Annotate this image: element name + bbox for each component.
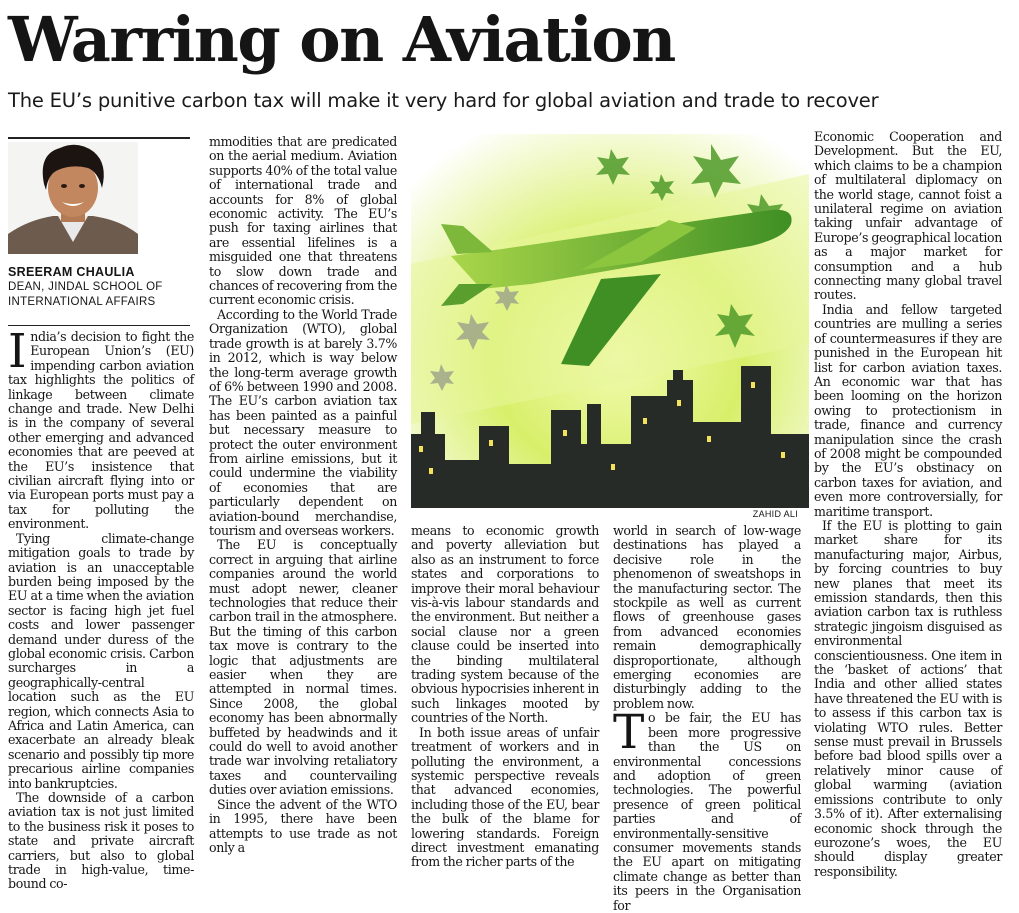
article-column-1	[8, 324, 194, 892]
article-column-4	[613, 523, 801, 913]
article-column-2	[209, 135, 397, 891]
paragraph: In both issue areas of unfair treatment of workers and in polluting the environment, a systemic perspective reveals that advanced economies, including those of the EU, bear the bulk of the blame for lowering standards. Foreign direct investment emanating from the richer parts of the	[411, 724, 599, 870]
author-title-line: INTERNATIONAL AFFAIRS	[8, 296, 156, 308]
paragraph: India and fellow targeted countries are mulling a series of countermeasures if they are punished in the European hit list for carbon aviation taxes. An economic war that has been looming on the horizon owing to protectionism in trade, finance and currency manipulation since the crash of 2008 might be compounded by the EU’s obstinacy on carbon taxes for aviation, and even more controversially, for maritime transport.	[814, 301, 1002, 519]
column-rule	[8, 325, 190, 326]
paragraph: The downside of a carbon aviation tax is not just limited to the business risk it poses to state and private aircraft carriers, but also to global trade in high-value, time-bound co-	[8, 790, 194, 892]
drop-cap: I	[8, 324, 27, 379]
subheadline: The EU’s punitive carbon tax will make it very hard for global aviation and trade to recover	[8, 89, 879, 112]
paragraph-text: ndia’s decision to fight the European Union’s (EU) impending carbon aviation tax highlights the politics of linkage between climate change and trade. New Delhi is in the company of several other emerging and advanced economies that are peeved at the EU’s insistence that civilian aircraft flying into or via European ports must pay a tax for polluting the environment.	[8, 329, 194, 532]
drop-cap: T	[613, 705, 644, 761]
headline: Warring on Aviation	[8, 3, 675, 76]
paragraph: The EU is conceptually correct in arguing that airline companies around the world must adopt newer, cleaner technologies that reduce their carbon trail in the atmosphere. But the timing of this carbon tax move is contrary to the logic that adjustments are easier when they are attempted in normal times. Since 2008, the global economy has been abnormally buffeted by headwinds and it could do well to avoid another trade war involving retaliatory taxes and countervailing duties over aviation emissions.	[209, 537, 397, 798]
paragraph	[8, 324, 194, 532]
article-column-3	[411, 524, 599, 891]
paragraph: mmodities that are predicated on the aerial medium. Aviation supports 40% of the total value of international trade and accounts for 8% of global economic activity. The EU’s push for taxing airlines that are essential lifelines is a misguided one that threatens to slow down trade and chances of recovering from the current economic crisis.	[209, 134, 397, 308]
author-title-line: DEAN, JINDAL SCHOOL OF	[8, 281, 163, 293]
paragraph	[613, 705, 801, 913]
plane-illustration	[411, 134, 809, 508]
paragraph: Since the advent of the WTO in 1995, there have been attempts to use trade as not only a	[209, 796, 397, 855]
paragraph: world in search of low-wage destinations has played a decisive role in the phenomenon of sweatshops in the manufacturing sector. The stockpile as well as current flows of greenhouse gases from advanced economies remain demographically disproportionate, although emerging economies are disturbingly adding to the problem now.	[613, 523, 801, 711]
paragraph: means to economic growth and poverty alleviation but also as an instrument to force states and corporations to improve their moral behaviour vis-à-vis labour standards and the environment. But neither a social clause nor a green clause could be inserted into the binding multilateral trading system because of the obvious hypocrisies inherent in such linkages mooted by countries of the North.	[411, 523, 599, 726]
paragraph: According to the World Trade Organization (WTO), global trade growth is at barely 3.7% in 2012, which is way below the long-term average growth of 6% between 1990 and 2008. The EU’s carbon aviation tax has been painted as a painful but necessary measure to protect the outer environment from airline emissions, but it could undermine the viability of economies that are particularly dependent on aviation-bound merchandise, tourism and overseas workers.	[209, 306, 397, 538]
illustration-credit: ZAHID ALI	[752, 509, 798, 519]
author-title	[8, 280, 188, 310]
paragraph-text: o be fair, the EU has been more progressive than the US on environmental concessions and adoption of green technologies. The powerful presence of green political parties and of environmentally-sensitive consumer movements stands the EU apart on mitigating climate change as better than its peers in the Organisation for	[613, 710, 801, 913]
author-photo	[8, 142, 138, 254]
author-name: SREERAM CHAULIA	[8, 265, 135, 279]
article-column-5	[814, 130, 1002, 891]
paragraph: If the EU is plotting to gain market share for its manufacturing major, Airbus, by forcing countries to buy new planes that meet its emission standards, then this aviation carbon tax is ruthless strategic jingoism disguised as environmental conscientiousness. One item in the ‘basket of actions’ that India and other allied states have threatened the EU with is to assess if this carbon tax is violating WTO rules. Better sense must prevail in Brussels before bad blood spills over a relatively minor cause of global warming (aviation emissions contribute to only 3.5% of it). After externalising economic shock through the eurozone’s woes, the EU should display greater responsibility.	[814, 517, 1002, 879]
column-rule	[8, 137, 190, 139]
paragraph: Tying climate-change mitigation goals to trade by aviation is an unacceptable burden being imposed by the EU at a time when the aviation sector is facing high jet fuel costs and lower passenger demand under duress of the global economic crisis. Carbon surcharges in a geographically-central location such as the EU region, which connects Asia to Africa and Latin America, can exacerbate an already bleak scenario and possibly tip more precarious airline companies into bankruptcies.	[8, 530, 194, 791]
paragraph: Economic Cooperation and Development. But the EU, which claims to be a champion of multilateral diplomacy on the world stage, cannot foist a unilateral regime on aviation taking unfair advantage of Europe’s geographical location as a major market for consumption and a hub connecting many global travel routes.	[814, 129, 1002, 303]
